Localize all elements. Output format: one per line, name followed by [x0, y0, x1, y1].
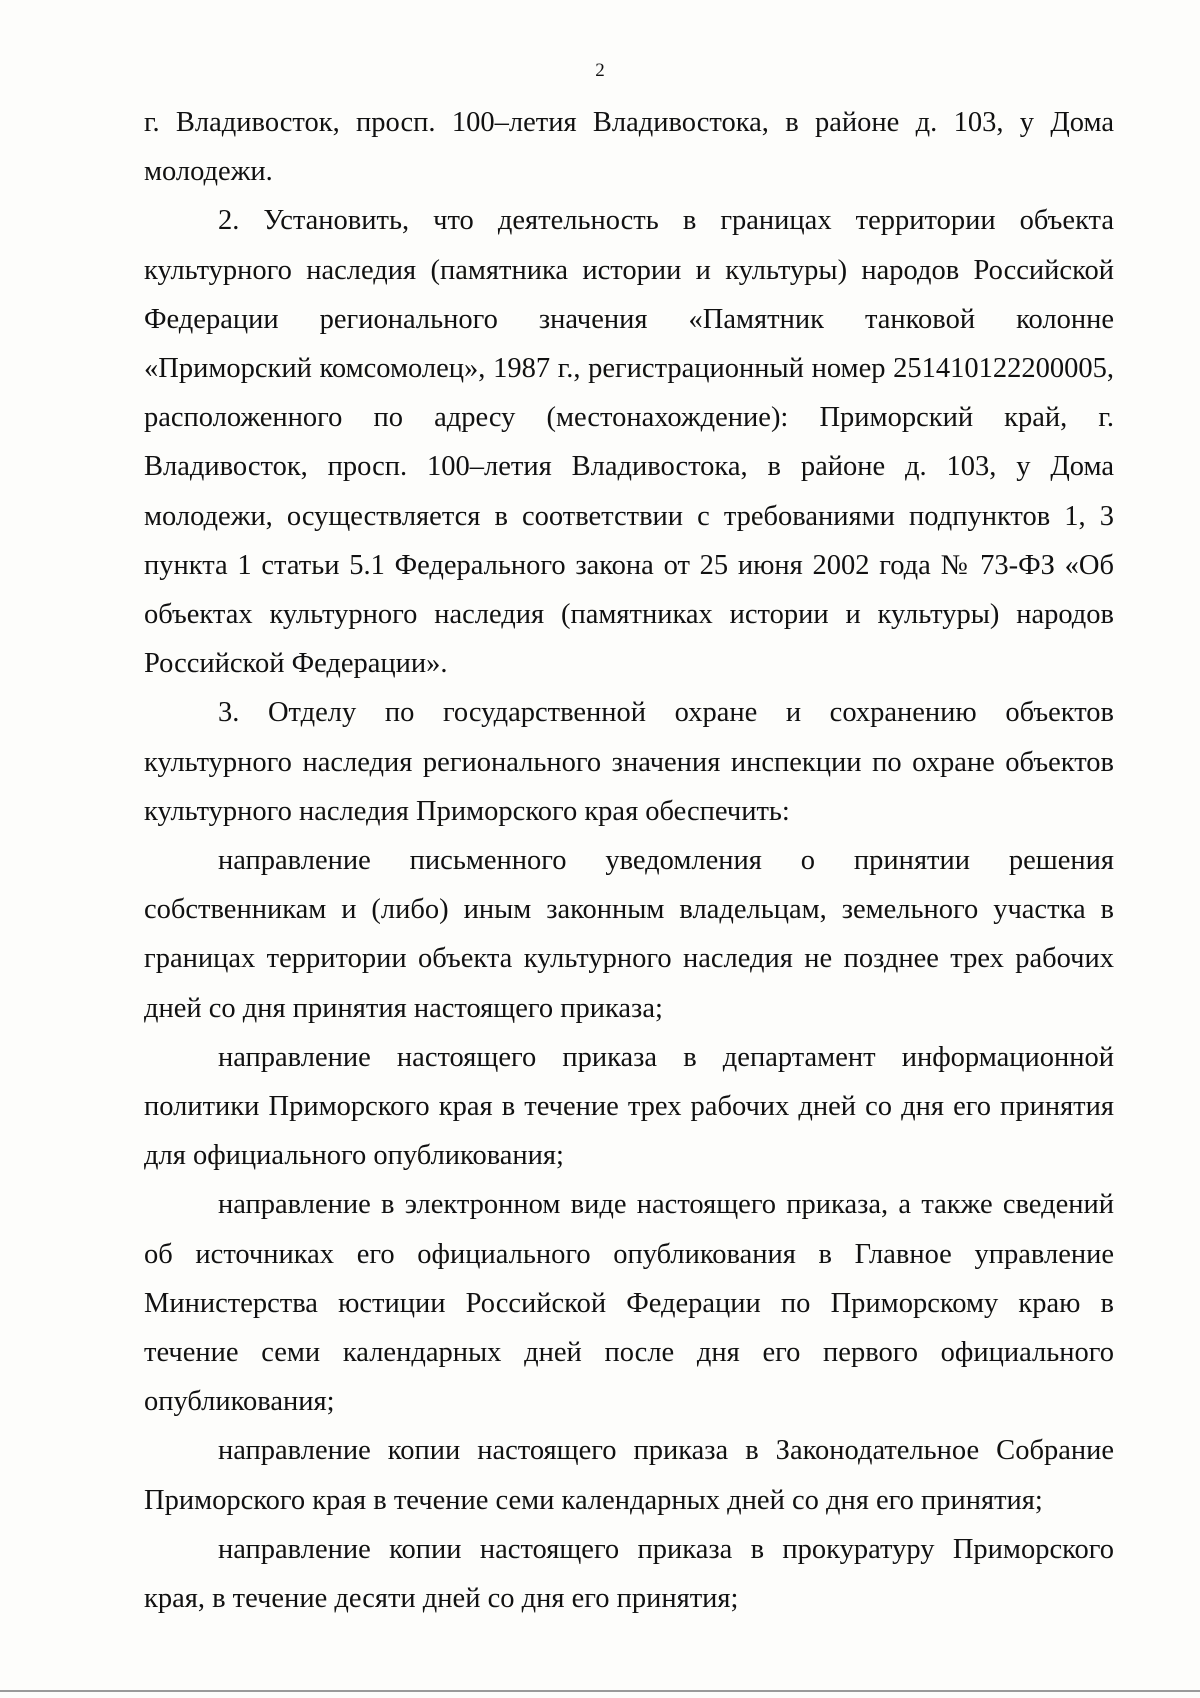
paragraph-ministry-of-justice: направление в электронном виде настоящего приказа, а также сведений об источниках его официального опубликования в Главное управление Министерства юстиции Российской Федерации по Приморскому краю в течение семи календарных дней после дня его первого официального опубликования; [144, 1189, 1114, 1418]
paragraph-prosecutor-office: направление копии настоящего приказа в прокуратуру Приморского края, в течение десяти дней со дня его принятия; [144, 1533, 1114, 1615]
paragraph-legislative-assembly: направление копии настоящего приказа в Законодательное Собрание Приморского края в течение семи календарных дней со дня его принятия; [144, 1435, 1114, 1516]
page-number: 2 [595, 60, 605, 81]
scan-bottom-edge [0, 1690, 1200, 1692]
paragraph-publication: направление настоящего приказа в департамент информационной политики Приморского края в течение трех рабочих дней со дня его принятия для официального опубликования; [144, 1041, 1114, 1172]
paragraph-item-2: 2. Установить, что деятельность в границах территории объекта культурного наследия (памятника истории и культуры) народов Российской Федерации регионального значения «Памятник танковой колонне «Приморский комсомолец», 1987 г., регистрационный номер 251410122200005, расположенного по адресу (местонахождение): Приморский край, г. Владивосток, просп. 100–летия Владивостока, в районе д. 103, у Дома молодежи, осуществляется в соответствии с требованиями подпунктов 1, 3 пункта 1 статьи 5.1 Федерального закона от 25 июня 2002 года № 73-ФЗ «Об объектах культурного наследия (памятниках истории и культуры) народов Российской Федерации». [144, 205, 1114, 680]
document-body [144, 98, 1114, 1623]
paragraph-address-continuation: г. Владивосток, просп. 100–летия Владивостока, в районе д. 103, у Дома молодежи. [144, 107, 1114, 188]
paragraph-notification: направление письменного уведомления о принятии решения собственникам и (либо) иным законным владельцам, земельного участка в границах территории объекта культурного наследия не позднее трех рабочих дней со дня принятия настоящего приказа; [144, 845, 1114, 1024]
paragraph-item-3: 3. Отделу по государственной охране и сохранению объектов культурного наследия регионального значения инспекции по охране объектов культурного наследия Приморского края обеспечить: [144, 697, 1114, 827]
